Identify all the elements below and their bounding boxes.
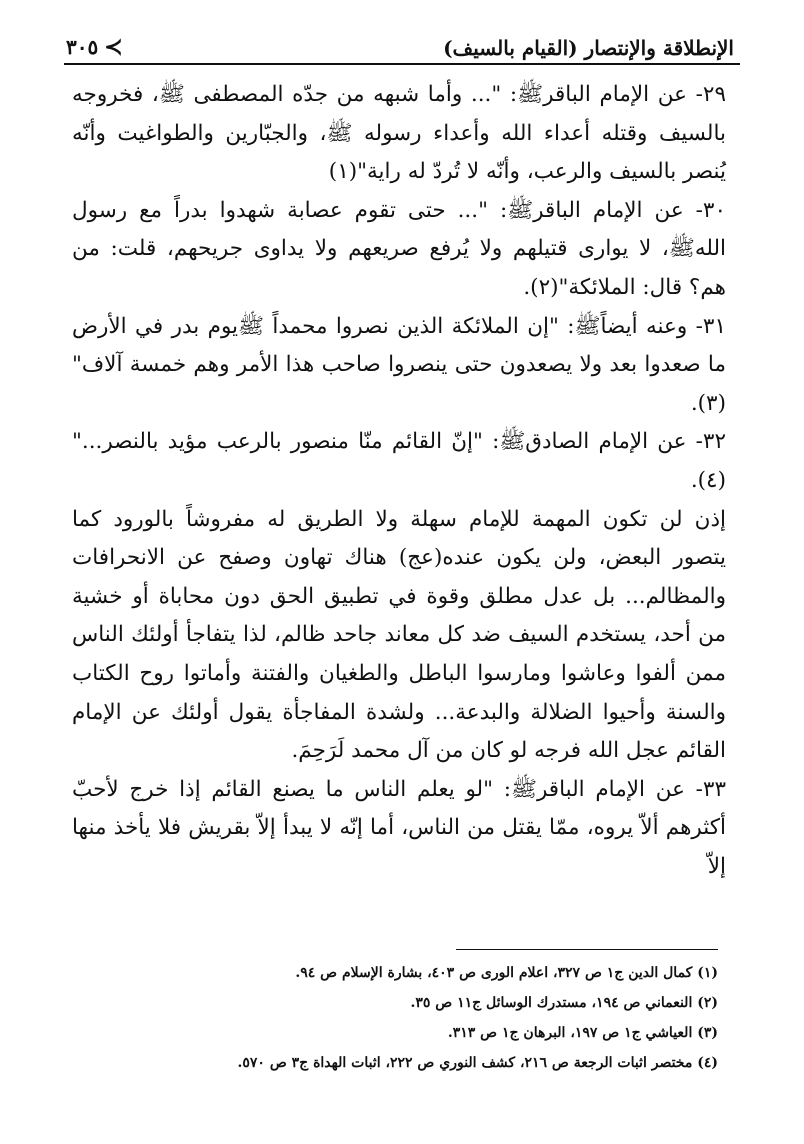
footnote-divider (456, 949, 718, 950)
paragraph-33: ٣٣- عن الإمام الباقرﷺ: "لو يعلم الناس ما يصنع القائم إذا خرج لأحبّ أكثرهم ألاّ يروه، ممّا يقتل من الناس، أما إنّه لا يبدأ إلاّ بقريش فلا يأخذ منها إلاّ (72, 776, 726, 879)
main-text (72, 76, 726, 886)
footnote-2: (٢) النعماني ص ١٩٤، مستدرك الوسائل ج١١ ص ٣٥. (410, 995, 718, 1011)
footnote-3: (٣) العياشي ج١ ص ١٩٧، البرهان ج١ ص ٣١٣. (447, 1025, 718, 1041)
footnote-4: (٤) مختصر اثبات الرجعة ص ٢١٦، كشف النوري ص ٢٢٢، اثبات الهداة ج٣ ص ٥٧٠. (237, 1055, 718, 1071)
paragraph-32: ٣٢- عن الإمام الصادقﷺ: "إنّ القائم منّا منصور بالرعب مؤيد بالنصر..."(٤). (72, 429, 726, 493)
page-number-block (66, 34, 123, 60)
paragraph-29: ٢٩- عن الإمام الباقرﷺ: "... وأما شبهه من جدّه المصطفى ﷺ، فخروجه بالسيف وقتله أعداء الله وأعداء رسوله ﷺ، والجبّارين والطواغيت وأنّه يُنصر بالسيف والرعب، وأنّه لا تُردّ له راية"(١) (72, 82, 726, 185)
paragraph-commentary: إذن لن تكون المهمة للإمام سهلة ولا الطريق له مفروشاً بالورود كما يتصور البعض، ولن يكون عنده(عج) هناك تهاون وصفح عن الانحرافات والمظالم... بل عدل مطلق وقوة في تطبيق الحق دون محاباة أو خشية من أحد، يستخدم السيف ضد كل معاند جاحد ظالم، لذا يتفاجأ أولئك الناس ممن ألفوا وعاشوا ومارسوا الباطل والطغيان والفتنة وأماتوا روح الكتاب والسنة وأحيوا الضلالة والبدعة... ولشدة المفاجأة يقول أولئك عن الإمام القائم عجل الله فرجه لو كان من آل محمد لَرَحِمَ. (72, 506, 726, 764)
page-number: ٣٠٥ (66, 35, 99, 59)
arrow-icon: ≺ (104, 34, 123, 60)
paragraph-31: ٣١- وعنه أيضاًﷺ: "إن الملائكة الذين نصروا محمداً ﷺيوم بدر في الأرض ما صعدوا بعد ولا يصعدون حتى ينصروا صاحب هذا الأمر وهم خمسة آلاف"(٣). (72, 313, 726, 416)
chapter-title: الإنطلاقة والإنتصار (القيام بالسيف) (443, 36, 734, 60)
footnotes (80, 958, 718, 1078)
paragraph-30: ٣٠- عن الإمام الباقرﷺ: "... حتى تقوم عصابة شهدوا بدراً مع رسول اللهﷺ، لا يوارى قتيلهم ولا يُرفع صريعهم ولا يداوى جريحهم، قلت: من هم؟ قال: الملائكة"(٢). (72, 197, 726, 300)
footnote-1: (١) كمال الدين ج١ ص ٣٢٧، اعلام الورى ص ٤٠٣، بشارة الإسلام ص ٩٤. (295, 965, 718, 981)
header-divider (64, 63, 740, 65)
running-header (66, 26, 734, 60)
